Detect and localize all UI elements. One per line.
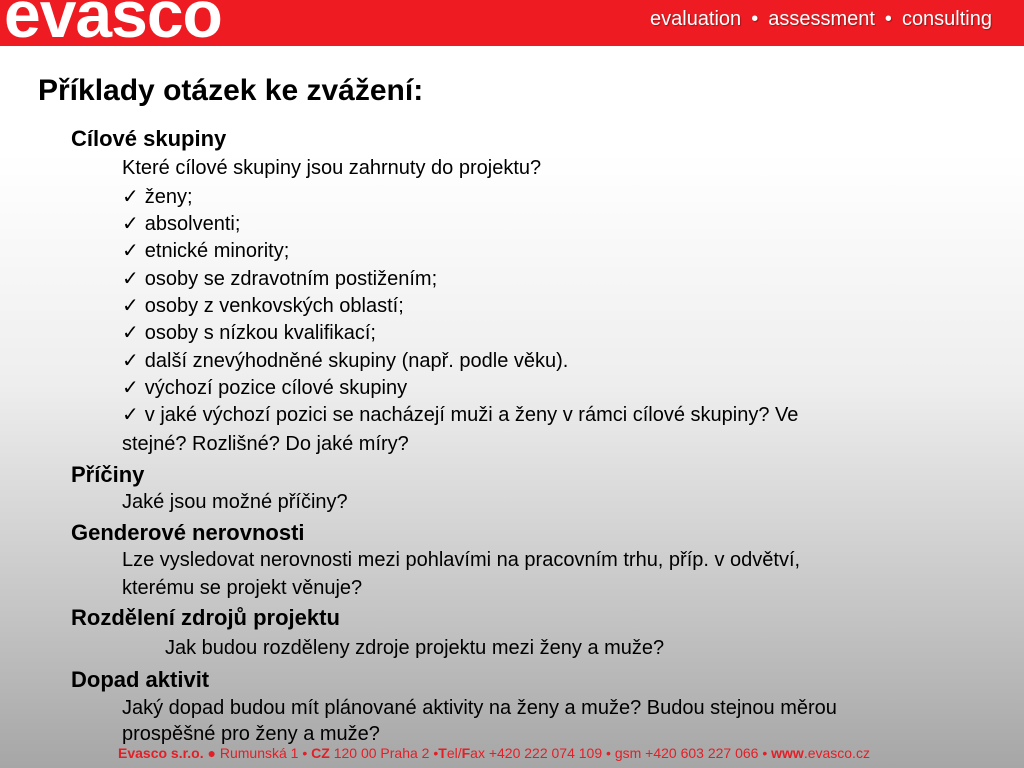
- footer-bullet-icon: •: [433, 745, 439, 761]
- footer-tel-t: T: [438, 745, 447, 761]
- check-icon: ✓: [122, 186, 139, 208]
- footer-fax-number: ax +420 222 074 109: [470, 745, 603, 761]
- tagline-assessment: assessment: [768, 8, 875, 30]
- check-icon: ✓: [122, 295, 139, 317]
- heading-resources: Rozdělení zdrojů projektu: [71, 605, 340, 630]
- footer-web-www[interactable]: www: [771, 745, 804, 761]
- check-icon: ✓: [122, 350, 139, 372]
- list-item: ✓ absolventi;: [122, 213, 241, 235]
- list-item: ✓ osoby s nízkou kvalifikací;: [122, 322, 376, 344]
- heading-impact: Dopad aktivit: [71, 667, 210, 692]
- tagline: [650, 8, 992, 31]
- check-icon: ✓: [122, 213, 139, 235]
- heading-target-groups: Cílové skupiny: [71, 126, 227, 151]
- question-impact-line1: Jaký dopad budou mít plánované aktivity na ženy a muže? Budou stejnou měrou: [122, 697, 837, 719]
- check-icon: ✓: [122, 240, 139, 262]
- footer-fax-f: F: [461, 745, 471, 761]
- footer-street: Rumunská 1: [219, 745, 299, 761]
- check-icon: ✓: [122, 404, 139, 426]
- header-bar: [0, 0, 1024, 51]
- tagline-consulting: consulting: [901, 8, 992, 30]
- list-item: ✓ výchozí pozice cílové skupiny: [122, 377, 408, 399]
- list-item: ✓ osoby se zdravotním postižením;: [122, 268, 438, 290]
- list-item-continuation: stejné? Rozlišné? Do jaké míry?: [122, 433, 409, 455]
- question-gender-inequality-line1: Lze vysledovat nerovnosti mezi pohlavími na pracovním trhu, příp. v odvětví,: [122, 549, 801, 571]
- tagline-evaluation: evaluation: [650, 8, 742, 30]
- list-item: ✓ etnické minority;: [122, 240, 290, 262]
- footer-city: 120 00 Praha 2: [333, 745, 430, 761]
- footer-bullet-icon: •: [606, 745, 611, 761]
- question-resources: Jak budou rozděleny zdroje projektu mezi ženy a muže?: [165, 637, 665, 659]
- footer-gsm: gsm +420 603 227 066: [614, 745, 759, 761]
- footer-web-domain[interactable]: .evasco.cz: [803, 745, 870, 761]
- check-icon: ✓: [122, 268, 139, 290]
- footer-bullet-icon: ●: [207, 745, 216, 761]
- heading-causes: Příčiny: [71, 462, 145, 487]
- list-item: ✓ ženy;: [122, 186, 193, 208]
- footer-company: Evasco s.r.o.: [118, 745, 204, 761]
- check-icon: ✓: [122, 377, 139, 399]
- check-icon: ✓: [122, 322, 139, 344]
- list-item: ✓ další znevýhodněné skupiny (např. podle věku).: [122, 350, 569, 372]
- tagline-separator: •: [751, 8, 759, 30]
- question-causes: Jaké jsou možné příčiny?: [122, 491, 348, 513]
- page-title: Příklady otázek ke zvážení:: [38, 74, 424, 107]
- tagline-separator: •: [884, 8, 892, 30]
- footer-contact: [118, 745, 870, 761]
- question-gender-inequality-line2: kterému se projekt věnuje?: [122, 577, 363, 599]
- evasco-logo: evasco: [4, 0, 222, 51]
- list-item: ✓ osoby z venkovských oblastí;: [122, 295, 404, 317]
- heading-gender-inequality: Genderové nerovnosti: [71, 520, 305, 545]
- question-target-groups: Které cílové skupiny jsou zahrnuty do projektu?: [122, 157, 542, 179]
- list-item: ✓ v jaké výchozí pozici se nacházejí muži a ženy v rámci cílové skupiny? Ve: [122, 404, 799, 426]
- footer-bullet-icon: •: [302, 745, 308, 761]
- footer-tel-rest: el/: [446, 745, 462, 761]
- footer-country: CZ: [311, 745, 330, 761]
- footer-bullet-icon: •: [762, 745, 768, 761]
- question-impact-line2: prospěšné pro ženy a muže?: [122, 723, 380, 745]
